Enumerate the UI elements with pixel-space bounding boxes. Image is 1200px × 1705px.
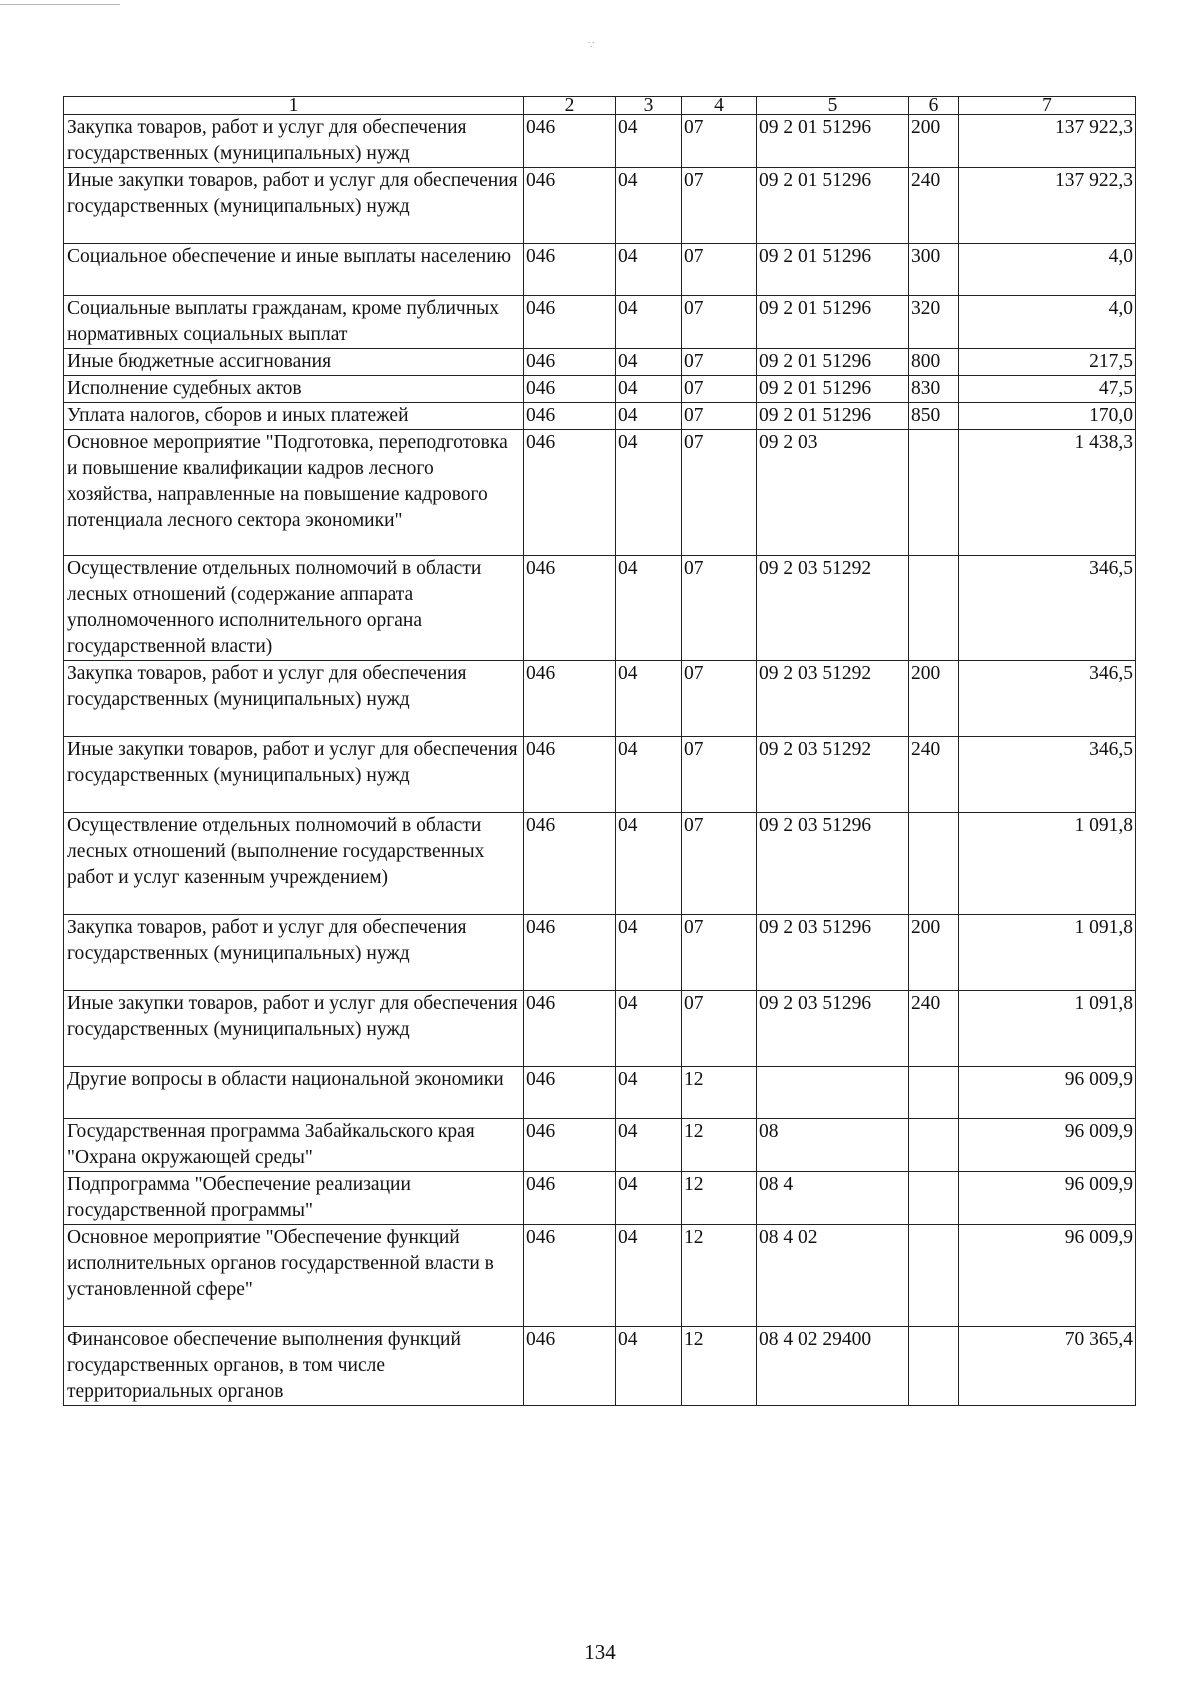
expense-type-cell (909, 1119, 959, 1172)
subsection-cell: 07 (682, 430, 757, 556)
expense-type-cell: 830 (909, 376, 959, 403)
target-article-cell (757, 1067, 909, 1119)
section-cell: 04 (616, 1067, 682, 1119)
header-cell: 5 (757, 97, 909, 115)
target-article-cell: 09 2 03 51292 (757, 737, 909, 813)
subsection-cell: 12 (682, 1067, 757, 1119)
expense-type-cell: 850 (909, 403, 959, 430)
row-name-cell: Осуществление отдельных полномочий в области лесных отношений (содержание аппарата уполномоченного исполнительного органа государственной власти) (64, 556, 524, 661)
budget-table (63, 96, 1136, 1406)
table-row (64, 1067, 1136, 1119)
target-article-cell: 09 2 03 51292 (757, 661, 909, 737)
section-cell: 04 (616, 1119, 682, 1172)
ved-cell: 046 (524, 349, 616, 376)
row-name-cell: Закупка товаров, работ и услуг для обеспечения государственных (муниципальных) нужд (64, 915, 524, 991)
table-row (64, 1172, 1136, 1225)
ved-cell: 046 (524, 991, 616, 1067)
amount-cell: 70 365,4 (959, 1327, 1136, 1406)
target-article-cell: 08 4 02 29400 (757, 1327, 909, 1406)
section-cell: 04 (616, 737, 682, 813)
ved-cell: 046 (524, 115, 616, 168)
subsection-cell: 12 (682, 1327, 757, 1406)
section-cell: 04 (616, 813, 682, 915)
section-cell: 04 (616, 349, 682, 376)
section-cell: 04 (616, 115, 682, 168)
header-cell: 7 (959, 97, 1136, 115)
ved-cell: 046 (524, 403, 616, 430)
subsection-cell: 07 (682, 403, 757, 430)
table-row (64, 296, 1136, 349)
section-cell: 04 (616, 1172, 682, 1225)
ved-cell: 046 (524, 244, 616, 296)
ved-cell: 046 (524, 168, 616, 244)
scan-artifact-dots: ∵ (588, 40, 597, 51)
subsection-cell: 12 (682, 1172, 757, 1225)
table-row (64, 1119, 1136, 1172)
ved-cell: 046 (524, 296, 616, 349)
section-cell: 04 (616, 915, 682, 991)
section-cell: 04 (616, 661, 682, 737)
amount-cell: 4,0 (959, 244, 1136, 296)
table-row (64, 403, 1136, 430)
target-article-cell: 09 2 01 51296 (757, 296, 909, 349)
table-row (64, 168, 1136, 244)
amount-cell: 170,0 (959, 403, 1136, 430)
expense-type-cell (909, 1225, 959, 1327)
expense-type-cell (909, 1172, 959, 1225)
header-cell: 1 (64, 97, 524, 115)
row-name-cell: Финансовое обеспечение выполнения функций государственных органов, в том числе территориальных органов (64, 1327, 524, 1406)
amount-cell: 96 009,9 (959, 1172, 1136, 1225)
section-cell: 04 (616, 376, 682, 403)
row-name-cell: Подпрограмма "Обеспечение реализации государственной программы" (64, 1172, 524, 1225)
table-body (64, 97, 1136, 1406)
target-article-cell: 09 2 03 51296 (757, 813, 909, 915)
expense-type-cell: 240 (909, 737, 959, 813)
amount-cell: 1 438,3 (959, 430, 1136, 556)
table-row (64, 556, 1136, 661)
section-cell: 04 (616, 244, 682, 296)
expense-type-cell: 320 (909, 296, 959, 349)
expense-type-cell (909, 813, 959, 915)
section-cell: 04 (616, 556, 682, 661)
target-article-cell: 09 2 03 51296 (757, 991, 909, 1067)
expense-type-cell (909, 1067, 959, 1119)
table-row (64, 737, 1136, 813)
ved-cell: 046 (524, 1067, 616, 1119)
section-cell: 04 (616, 430, 682, 556)
section-cell: 04 (616, 403, 682, 430)
amount-cell: 4,0 (959, 296, 1136, 349)
header-cell: 2 (524, 97, 616, 115)
table-row (64, 376, 1136, 403)
table-row (64, 991, 1136, 1067)
subsection-cell: 07 (682, 661, 757, 737)
amount-cell: 96 009,9 (959, 1225, 1136, 1327)
ved-cell: 046 (524, 737, 616, 813)
subsection-cell: 12 (682, 1225, 757, 1327)
expense-type-cell (909, 556, 959, 661)
expense-type-cell: 200 (909, 661, 959, 737)
header-row (64, 97, 1136, 115)
scan-artifact-line (0, 4, 120, 5)
section-cell: 04 (616, 1225, 682, 1327)
row-name-cell: Иные закупки товаров, работ и услуг для обеспечения государственных (муниципальных) нужд (64, 168, 524, 244)
header-cell: 3 (616, 97, 682, 115)
row-name-cell: Исполнение судебных актов (64, 376, 524, 403)
section-cell: 04 (616, 296, 682, 349)
table-row (64, 1225, 1136, 1327)
row-name-cell: Закупка товаров, работ и услуг для обеспечения государственных (муниципальных) нужд (64, 115, 524, 168)
target-article-cell: 09 2 01 51296 (757, 115, 909, 168)
subsection-cell: 07 (682, 244, 757, 296)
row-name-cell: Государственная программа Забайкальского края "Охрана окружающей среды" (64, 1119, 524, 1172)
ved-cell: 046 (524, 661, 616, 737)
ved-cell: 046 (524, 556, 616, 661)
table-row (64, 430, 1136, 556)
target-article-cell: 08 (757, 1119, 909, 1172)
row-name-cell: Иные закупки товаров, работ и услуг для обеспечения государственных (муниципальных) нужд (64, 991, 524, 1067)
amount-cell: 346,5 (959, 737, 1136, 813)
subsection-cell: 07 (682, 168, 757, 244)
subsection-cell: 07 (682, 991, 757, 1067)
row-name-cell: Уплата налогов, сборов и иных платежей (64, 403, 524, 430)
row-name-cell: Иные бюджетные ассигнования (64, 349, 524, 376)
row-name-cell: Другие вопросы в области национальной экономики (64, 1067, 524, 1119)
ved-cell: 046 (524, 1225, 616, 1327)
ved-cell: 046 (524, 1327, 616, 1406)
target-article-cell: 09 2 01 51296 (757, 376, 909, 403)
target-article-cell: 09 2 03 51292 (757, 556, 909, 661)
table-row (64, 813, 1136, 915)
expense-type-cell: 200 (909, 915, 959, 991)
table-row (64, 915, 1136, 991)
amount-cell: 1 091,8 (959, 813, 1136, 915)
subsection-cell: 07 (682, 349, 757, 376)
target-article-cell: 08 4 02 (757, 1225, 909, 1327)
amount-cell: 96 009,9 (959, 1067, 1136, 1119)
expense-type-cell: 240 (909, 168, 959, 244)
expense-type-cell (909, 1327, 959, 1406)
subsection-cell: 07 (682, 296, 757, 349)
target-article-cell: 09 2 01 51296 (757, 168, 909, 244)
expense-type-cell: 240 (909, 991, 959, 1067)
ved-cell: 046 (524, 430, 616, 556)
table-row (64, 244, 1136, 296)
table-row (64, 349, 1136, 376)
target-article-cell: 09 2 01 51296 (757, 244, 909, 296)
ved-cell: 046 (524, 915, 616, 991)
amount-cell: 1 091,8 (959, 991, 1136, 1067)
section-cell: 04 (616, 991, 682, 1067)
target-article-cell: 09 2 01 51296 (757, 349, 909, 376)
subsection-cell: 07 (682, 376, 757, 403)
target-article-cell: 09 2 03 51296 (757, 915, 909, 991)
subsection-cell: 12 (682, 1119, 757, 1172)
amount-cell: 346,5 (959, 661, 1136, 737)
row-name-cell: Основное мероприятие "Обеспечение функций исполнительных органов государственной власти в установленной сфере" (64, 1225, 524, 1327)
target-article-cell: 09 2 03 (757, 430, 909, 556)
amount-cell: 346,5 (959, 556, 1136, 661)
row-name-cell: Закупка товаров, работ и услуг для обеспечения государственных (муниципальных) нужд (64, 661, 524, 737)
target-article-cell: 09 2 01 51296 (757, 403, 909, 430)
row-name-cell: Социальные выплаты гражданам, кроме публичных нормативных социальных выплат (64, 296, 524, 349)
ved-cell: 046 (524, 376, 616, 403)
subsection-cell: 07 (682, 737, 757, 813)
expense-type-cell: 200 (909, 115, 959, 168)
subsection-cell: 07 (682, 813, 757, 915)
section-cell: 04 (616, 1327, 682, 1406)
ved-cell: 046 (524, 1172, 616, 1225)
subsection-cell: 07 (682, 115, 757, 168)
expense-type-cell: 800 (909, 349, 959, 376)
page-number: 134 (584, 1640, 616, 1664)
expense-type-cell (909, 430, 959, 556)
subsection-cell: 07 (682, 556, 757, 661)
row-name-cell: Осуществление отдельных полномочий в области лесных отношений (выполнение государственных работ и услуг казенным учреждением) (64, 813, 524, 915)
amount-cell: 217,5 (959, 349, 1136, 376)
table-row (64, 1327, 1136, 1406)
amount-cell: 1 091,8 (959, 915, 1136, 991)
header-cell: 4 (682, 97, 757, 115)
table-row (64, 115, 1136, 168)
amount-cell: 137 922,3 (959, 168, 1136, 244)
row-name-cell: Основное мероприятие "Подготовка, переподготовка и повышение квалификации кадров лесного хозяйства, направленные на повышение кадрового потенциала лесного сектора экономики" (64, 430, 524, 556)
amount-cell: 96 009,9 (959, 1119, 1136, 1172)
expense-type-cell: 300 (909, 244, 959, 296)
section-cell: 04 (616, 168, 682, 244)
row-name-cell: Иные закупки товаров, работ и услуг для обеспечения государственных (муниципальных) нужд (64, 737, 524, 813)
target-article-cell: 08 4 (757, 1172, 909, 1225)
subsection-cell: 07 (682, 915, 757, 991)
ved-cell: 046 (524, 1119, 616, 1172)
amount-cell: 137 922,3 (959, 115, 1136, 168)
ved-cell: 046 (524, 813, 616, 915)
amount-cell: 47,5 (959, 376, 1136, 403)
row-name-cell: Социальное обеспечение и иные выплаты населению (64, 244, 524, 296)
table-row (64, 661, 1136, 737)
header-cell: 6 (909, 97, 959, 115)
